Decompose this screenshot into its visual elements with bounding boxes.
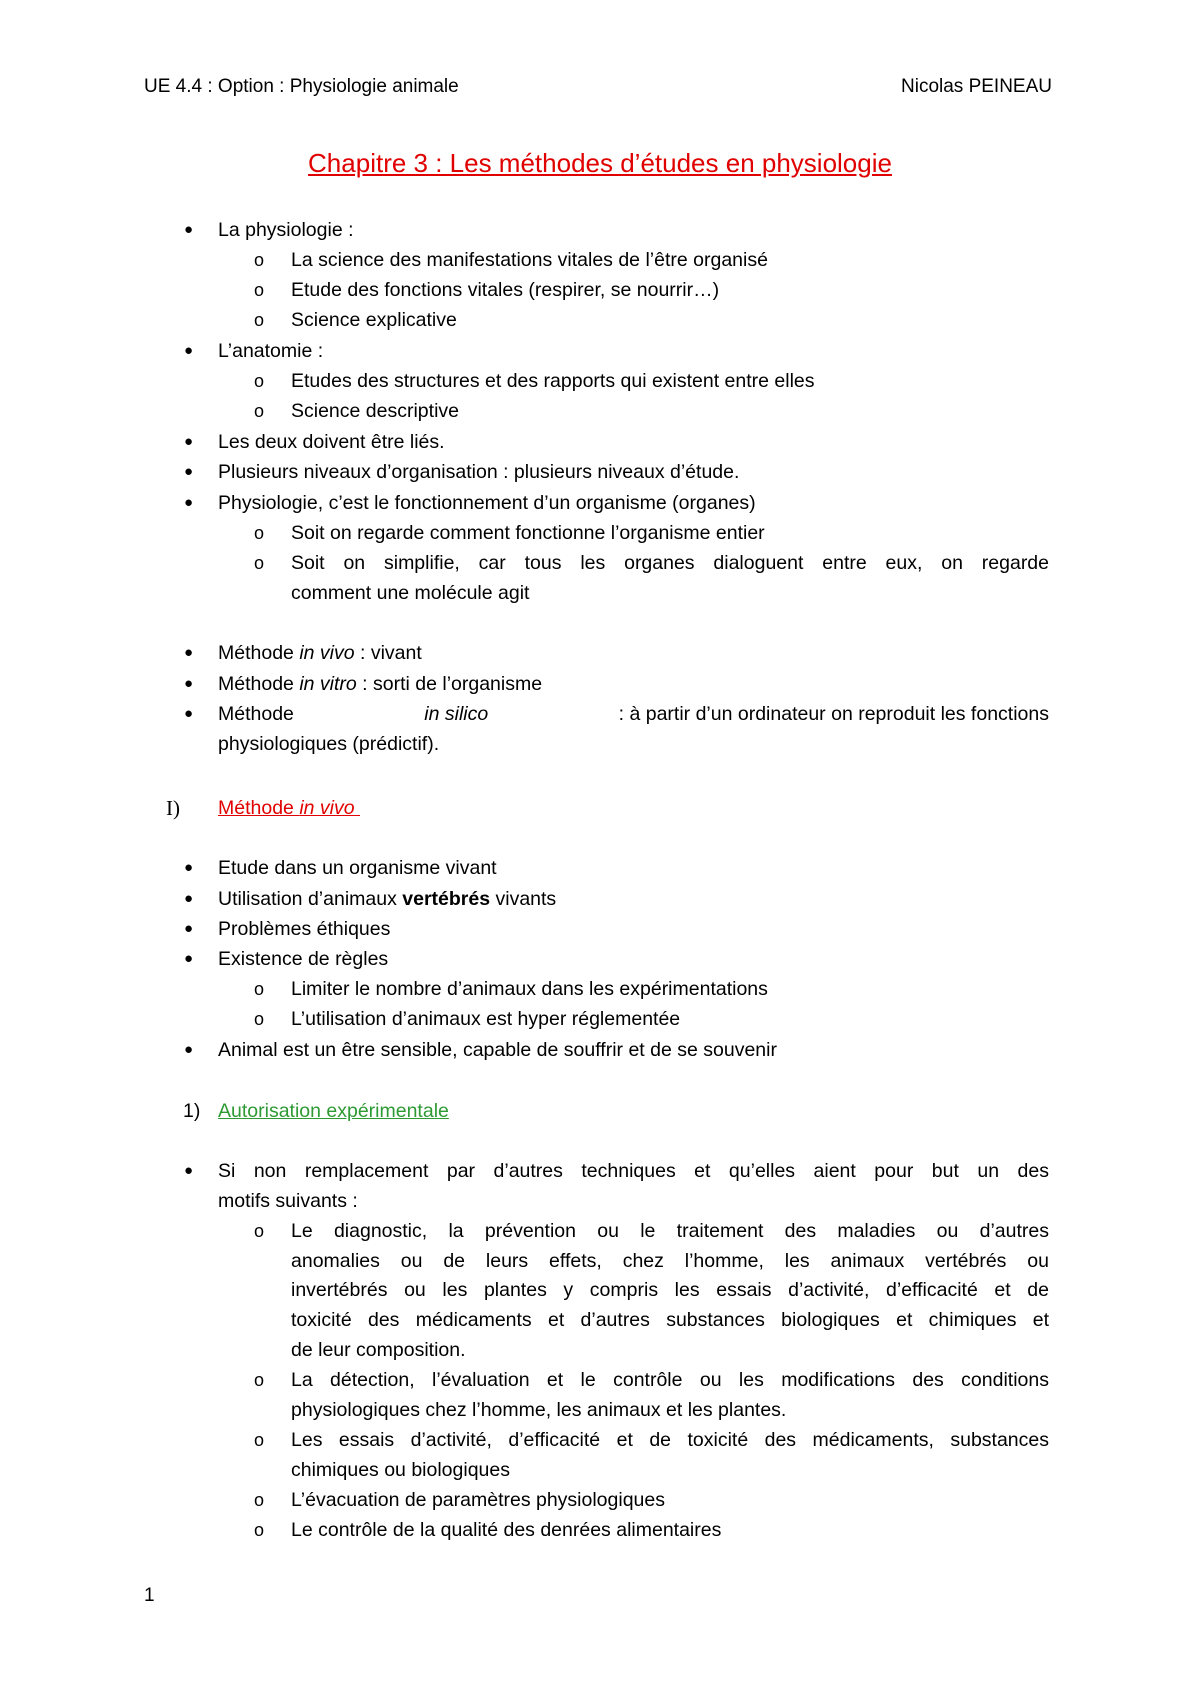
bullet-icon: ● <box>184 890 194 907</box>
bullet-icon: ● <box>184 920 194 937</box>
circle-bullet-icon: o <box>254 1490 265 1510</box>
page-number: 1 <box>144 1585 155 1606</box>
chapter-title: Chapitre 3 : Les méthodes d’études en physiologie <box>308 148 892 178</box>
circle-bullet-icon: o <box>254 371 265 391</box>
circle-bullet-icon: o <box>254 1221 265 1241</box>
circle-bullet-icon: o <box>254 1520 265 1540</box>
bullet-icon: ● <box>184 221 194 238</box>
circle-bullet-icon: o <box>254 401 265 421</box>
header-course: UE 4.4 : Option : Physiologie animale <box>144 76 459 97</box>
header-author: Nicolas PEINEAU <box>901 76 1052 97</box>
bullet-icon: ● <box>184 950 194 967</box>
bullet-icon: ● <box>184 705 194 722</box>
circle-bullet-icon: o <box>254 523 265 543</box>
bullet-icon: ● <box>184 675 194 692</box>
bullet-icon: ● <box>184 859 194 876</box>
circle-bullet-icon: o <box>254 553 265 573</box>
bullet-icon: ● <box>184 433 194 450</box>
page-header <box>144 76 1052 102</box>
circle-bullet-icon: o <box>254 280 265 300</box>
circle-bullet-icon: o <box>254 250 265 270</box>
circle-bullet-icon: o <box>254 1009 265 1029</box>
circle-bullet-icon: o <box>254 979 265 999</box>
circle-bullet-icon: o <box>254 1430 265 1450</box>
bullet-icon: ● <box>184 463 194 480</box>
bullet-icon: ● <box>184 1162 194 1179</box>
bullet-icon: ● <box>184 494 194 511</box>
bullet-icon: ● <box>184 644 194 661</box>
circle-bullet-icon: o <box>254 1370 265 1390</box>
bullet-icon: ● <box>184 342 194 359</box>
circle-bullet-icon: o <box>254 310 265 330</box>
bullet-icon: ● <box>184 1041 194 1058</box>
